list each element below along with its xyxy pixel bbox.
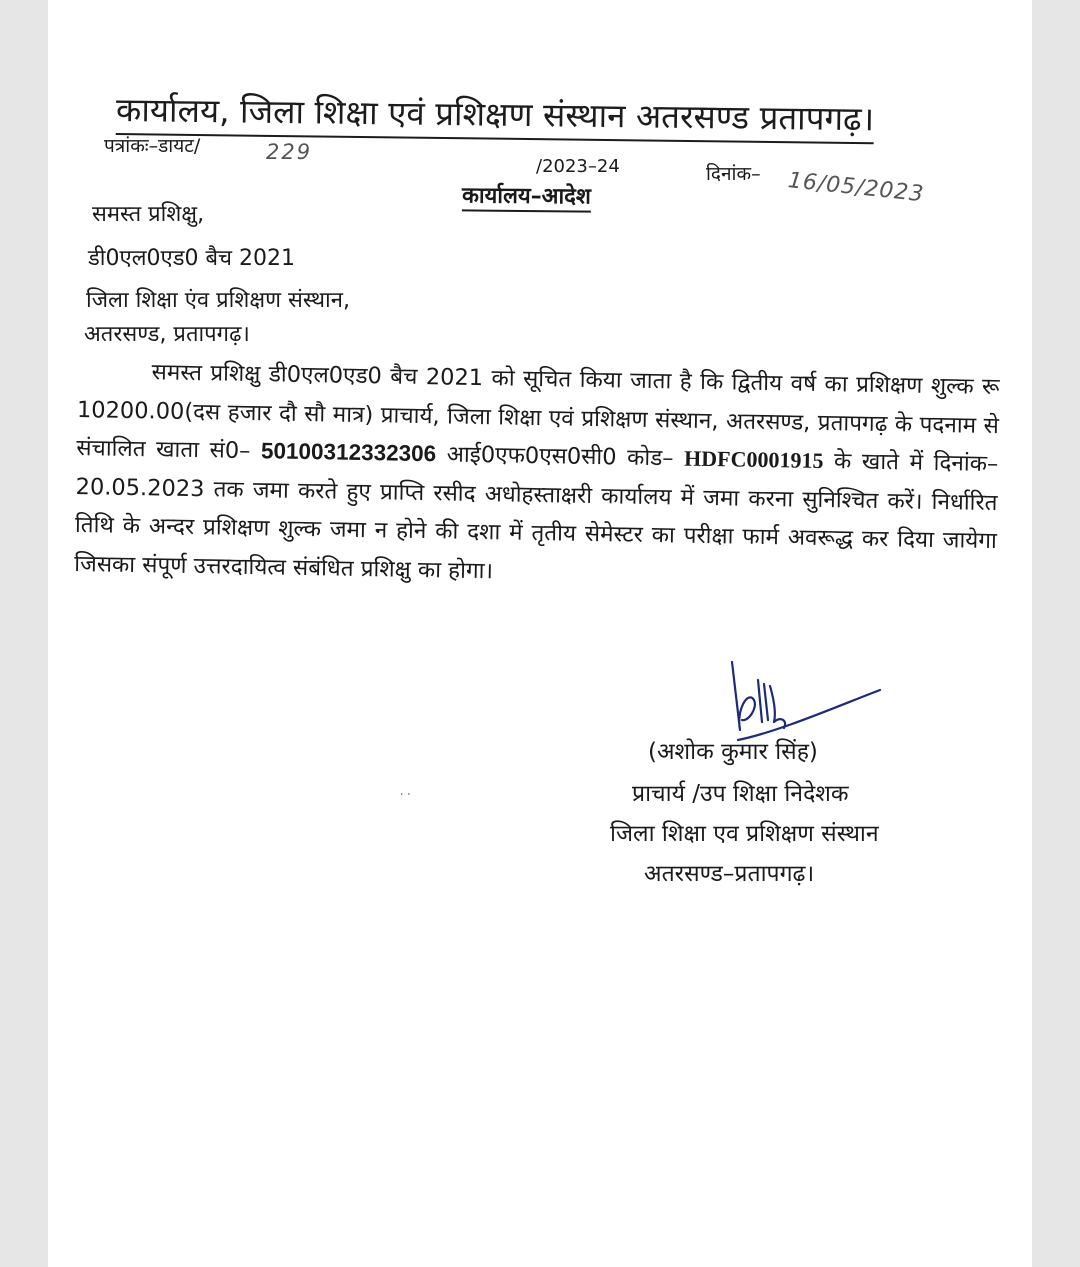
signatory-name: (अशोक कुमार सिंह): [648, 739, 818, 765]
account-number: 50100312332306: [260, 438, 437, 467]
office-title: कार्यालय, जिला शिक्षा एवं प्रशिक्षण संस्थान अतरसण्ड प्रतापगढ़।: [116, 86, 875, 144]
signatory-place: अतरसण्ड–प्रतापगढ़।: [644, 861, 815, 887]
session-year: /2023–24: [536, 156, 620, 177]
address-line-4: अतरसण्ड, प्रतापगढ़।: [84, 322, 250, 347]
address-line-2: डी0एल0एड0 बैच 2021: [88, 246, 295, 271]
address-line-3: जिला शिक्षा एंव प्रशिक्षण संस्थान,: [86, 288, 350, 313]
signatory-institute: जिला शिक्षा एव प्रशिक्षण संस्थान: [610, 821, 879, 847]
paper-speck: ᛫᛫: [398, 788, 413, 802]
reference-label: पत्रांकः–डायट/: [104, 135, 201, 157]
order-body: [74, 352, 1000, 599]
body-part-3: के खाते में दिनांक– 20.05.2023 तक जमा करते हुए प्राप्ति रसीद अधोहस्ताक्षरी कार्यालय में जमा करना सुनिश्चित करें। निर्धारित तिथि के अन्दर प्रशिक्षण शुल्क जमा न होने की दशा में तृतीय सेमेस्टर का परीक्षा फार्म अवरूद्ध कर दिया जायेगा जिसका संपूर्ण उत्तरदायित्व संबंधित प्रशिक्षु का होगा।: [74, 448, 999, 584]
body-part-2: आई0एफ0एस0सी0 कोड–: [446, 441, 674, 472]
document-page: [48, 0, 1032, 1267]
date-handwritten: 16/05/2023: [786, 168, 926, 208]
ifsc-code: HDFC0001915: [683, 445, 824, 474]
reference-number-handwritten: 229: [266, 140, 313, 164]
body-part-1: समस्त प्रशिक्षु डी0एल0एड0 बैच 2021 को सूचित किया जाता है कि द्वितीय वर्ष का प्रशिक्षण शुल्क रू 10200.00(दस हजार दौ सौ मात्र) प्राचार्य, जिला शिक्षा एवं प्रशिक्षण संस्थान, अतरसण्ड, प्रतापगढ़ के पदनाम से संचालित खाता सं0–: [76, 359, 1000, 465]
order-heading: कार्यालय–आदेश: [462, 179, 591, 212]
signatory-designation: प्राचार्य /उप शिक्षा निदेशक: [632, 781, 849, 807]
date-label: दिनांक–: [706, 163, 761, 185]
address-line-1: समस्त प्रशिक्षु,: [92, 202, 205, 227]
